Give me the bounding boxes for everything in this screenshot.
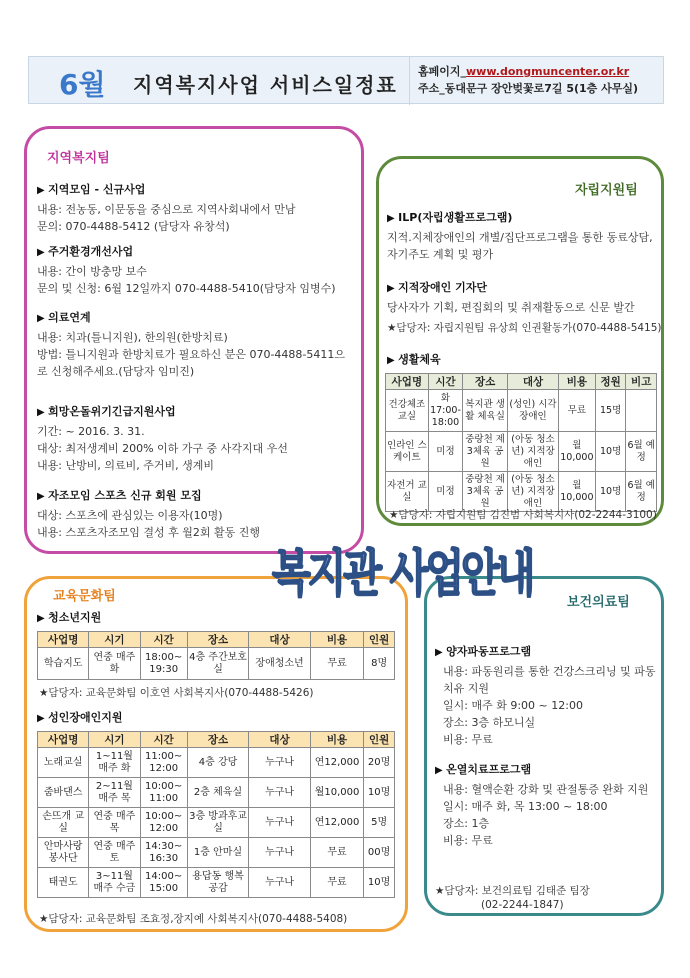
table-cell: 10명 bbox=[595, 472, 626, 512]
table-cell: 4층 주간보호실 bbox=[187, 648, 249, 680]
table-cell: 학습지도 bbox=[38, 648, 89, 680]
table-row bbox=[386, 472, 657, 512]
table-cell: 10명 bbox=[595, 432, 626, 472]
table-cell: 누구나 bbox=[249, 808, 311, 838]
table-cell: 1~11월 매주 화 bbox=[89, 748, 140, 778]
youth-section bbox=[37, 609, 101, 629]
reporter-section bbox=[387, 279, 663, 337]
section-heading: ▶ 청소년지원 bbox=[37, 609, 101, 627]
table-header: 비용 bbox=[310, 632, 363, 648]
table-row bbox=[386, 390, 657, 432]
section-heading: ▶ 지역모임 - 신규사업 bbox=[37, 181, 352, 199]
health-section bbox=[435, 761, 659, 849]
table-cell: 8명 bbox=[364, 648, 395, 680]
table-header: 사업명 bbox=[38, 732, 89, 748]
table-cell: 줌바댄스 bbox=[38, 778, 89, 808]
table-row bbox=[38, 648, 395, 680]
table-header: 시간 bbox=[428, 374, 462, 390]
table-cell: 10:00~ 12:00 bbox=[140, 808, 187, 838]
table-cell: 손뜨개 교실 bbox=[38, 808, 89, 838]
homepage-label: 홈페이지_ bbox=[418, 65, 467, 78]
table-cell: 미정 bbox=[428, 472, 462, 512]
table-cell: 화 17:00-18:00 bbox=[428, 390, 462, 432]
section-line: 비용: 무료 bbox=[443, 733, 493, 746]
table-cell: 20명 bbox=[364, 748, 395, 778]
table-cell: 14:00~ 15:00 bbox=[140, 868, 187, 898]
page-header bbox=[28, 56, 664, 104]
welfare-team-title: 지역복지팀 bbox=[47, 151, 110, 166]
table-header: 대상 bbox=[249, 632, 311, 648]
section-line: 일시: 매주 화, 목 13:00 ~ 18:00 bbox=[443, 800, 608, 813]
table-cell: 6월 예정 bbox=[626, 432, 657, 472]
table-row bbox=[38, 868, 395, 898]
table-cell: 복지관 생활 체육실 bbox=[463, 390, 508, 432]
table-cell: 용답동 행복공감 bbox=[187, 868, 249, 898]
sports-section bbox=[387, 351, 663, 371]
table-cell: 10:00~ 11:00 bbox=[140, 778, 187, 808]
table-header: 시간 bbox=[140, 732, 187, 748]
section-line: 방법: 틀니지원과 한방치료가 필요하신 분은 070-4488-5411으로 신청해주세요.(담당자 임미진) bbox=[37, 348, 346, 378]
table-cell: 월10,000 bbox=[310, 778, 363, 808]
table-header: 장소 bbox=[463, 374, 508, 390]
table-header: 시기 bbox=[89, 632, 140, 648]
section-line: 기간: ~ 2016. 3. 31. bbox=[37, 425, 145, 438]
table-cell: 2~11월 매주 목 bbox=[89, 778, 140, 808]
section-heading: ▶ ILP(자립생활프로그램) bbox=[387, 209, 657, 227]
table-cell: 1층 안마실 bbox=[187, 838, 249, 868]
table-cell: 무료 bbox=[310, 868, 363, 898]
table-row bbox=[38, 778, 395, 808]
contact-info bbox=[409, 57, 665, 105]
table-header: 사업명 bbox=[38, 632, 89, 648]
table-cell: 2층 체육실 bbox=[187, 778, 249, 808]
address: 주소_동대문구 장안벚꽃로7길 5(1층 사무실) bbox=[418, 82, 639, 95]
homepage-link[interactable]: www.dongmuncenter.or.kr bbox=[466, 65, 630, 78]
welfare-section bbox=[37, 309, 352, 380]
table-row bbox=[38, 748, 395, 778]
section-line: 장소: 1층 bbox=[443, 817, 490, 830]
section-line: 장소: 3층 하모니실 bbox=[443, 716, 536, 729]
section-line: 내용: 난방비, 의료비, 주거비, 생계비 bbox=[37, 459, 214, 472]
table-cell: (성인) 시각장애인 bbox=[508, 390, 559, 432]
table-cell: 3층 방과후교실 bbox=[187, 808, 249, 838]
table-cell: (아동 청소년) 지적장애인 bbox=[508, 432, 559, 472]
section-heading: ▶ 온열치료프로그램 bbox=[435, 761, 659, 779]
section-line: 비용: 무료 bbox=[443, 834, 493, 847]
table-cell: 누구나 bbox=[249, 748, 311, 778]
table-cell: 15명 bbox=[595, 390, 626, 432]
table-header: 비용 bbox=[558, 374, 595, 390]
table-header: 장소 bbox=[187, 732, 249, 748]
table-cell: 연12,000 bbox=[310, 808, 363, 838]
table-header: 대상 bbox=[249, 732, 311, 748]
table-cell: 누구나 bbox=[249, 778, 311, 808]
section-heading: ▶ 양자파동프로그램 bbox=[435, 643, 659, 661]
contact-note: ★담당자: 교육문화팀 이호연 사회복지사(070-4488-5426) bbox=[39, 687, 314, 699]
welfare-team-box bbox=[24, 126, 364, 554]
table-cell: 연중 매주 목 bbox=[89, 808, 140, 838]
self-team-title: 자립지원팀 bbox=[575, 183, 638, 198]
table-header: 인원 bbox=[364, 632, 395, 648]
section-line: 지적.지체장애인의 개별/집단프로그램을 통한 동료상담, 자기주도 계획 및 평가 bbox=[387, 231, 653, 261]
table-cell: 00명 bbox=[364, 838, 395, 868]
section-heading: ▶ 성인장애인지원 bbox=[37, 709, 123, 727]
section-heading: ▶ 주거환경개선사업 bbox=[37, 243, 352, 261]
table-cell bbox=[626, 390, 657, 432]
health-team-box bbox=[424, 576, 664, 916]
education-team-box bbox=[24, 576, 408, 932]
ilp-section bbox=[387, 209, 657, 263]
page-title: 지역복지사업 서비스일정표 bbox=[133, 73, 398, 97]
section-heading: ▶ 희망온돌위기긴급지원사업 bbox=[37, 403, 352, 421]
table-cell: 자전거 교실 bbox=[386, 472, 429, 512]
table-cell: 14:30~ 16:30 bbox=[140, 838, 187, 868]
edu-team-title: 교육문화팀 bbox=[49, 585, 120, 604]
welfare-section bbox=[37, 181, 352, 235]
table-header: 대상 bbox=[508, 374, 559, 390]
table-cell: 5명 bbox=[364, 808, 395, 838]
table-cell: 6월 예정 bbox=[626, 472, 657, 512]
table-cell: 11:00~ 12:00 bbox=[140, 748, 187, 778]
table-header: 인원 bbox=[364, 732, 395, 748]
table-cell: 건강체조 교실 bbox=[386, 390, 429, 432]
table-cell: 3~11월 매주 수금 bbox=[89, 868, 140, 898]
table-cell: 4층 강당 bbox=[187, 748, 249, 778]
table-header: 장소 bbox=[187, 632, 249, 648]
watermark-banner: 복지관 사업안내 bbox=[272, 545, 533, 603]
table-cell: 10명 bbox=[364, 778, 395, 808]
section-line: 문의: 070-4488-5412 (담당자 유창석) bbox=[37, 220, 230, 233]
table-cell: 중랑천 제3체육 공원 bbox=[463, 432, 508, 472]
table-cell: 무료 bbox=[310, 838, 363, 868]
table-row bbox=[386, 432, 657, 472]
table-cell: 월 10,000 bbox=[558, 432, 595, 472]
table-cell: 인라인 스케이트 bbox=[386, 432, 429, 472]
table-cell: 미정 bbox=[428, 432, 462, 472]
table-cell: 중랑천 제3체육 공원 bbox=[463, 472, 508, 512]
table-cell: 무료 bbox=[310, 648, 363, 680]
section-line: 대상: 스포츠에 관심있는 이용자(10명) bbox=[37, 509, 223, 522]
section-heading: ▶ 지적장애인 기자단 bbox=[387, 279, 663, 297]
table-cell: 누구나 bbox=[249, 838, 311, 868]
section-line: 일시: 매주 화 9:00 ~ 12:00 bbox=[443, 699, 583, 712]
section-heading: ▶ 생활체육 bbox=[387, 351, 663, 369]
table-row bbox=[38, 808, 395, 838]
table-cell: 10명 bbox=[364, 868, 395, 898]
welfare-section bbox=[37, 243, 352, 297]
table-cell: 무료 bbox=[558, 390, 595, 432]
table-header: 사업명 bbox=[386, 374, 429, 390]
section-line: 당사자가 기획, 편집회의 및 취재활동으로 신문 발간 bbox=[387, 301, 635, 314]
table-cell: 연중 매주 화 bbox=[89, 648, 140, 680]
welfare-section bbox=[37, 403, 352, 474]
welfare-section bbox=[37, 487, 352, 541]
section-line: 내용: 파동원리를 통한 건강스크리닝 및 파동치유 지원 bbox=[443, 665, 656, 695]
section-line: 내용: 혈액순환 강화 및 관절통증 완화 지원 bbox=[443, 783, 649, 796]
adult-table bbox=[37, 731, 395, 898]
section-line: 내용: 스포츠자조모임 결성 후 월2회 활동 진행 bbox=[37, 526, 260, 539]
contact-note: ★담당자: 자립지원팀 김진범 사회복지사(02-2244-3100) bbox=[389, 509, 657, 521]
section-line: 문의 및 신청: 6월 12일까지 070-4488-5410(담당자 임병수) bbox=[37, 282, 336, 295]
adult-section bbox=[37, 709, 123, 729]
table-cell: 18:00~ 19:30 bbox=[140, 648, 187, 680]
self-reliance-team-box bbox=[376, 156, 664, 526]
contact-note-phone: (02-2244-1847) bbox=[481, 899, 564, 911]
section-heading: ▶ 자조모임 스포츠 신규 회원 모집 bbox=[37, 487, 352, 505]
table-cell: 안마사랑 봉사단 bbox=[38, 838, 89, 868]
table-header: 정원 bbox=[595, 374, 626, 390]
youth-table bbox=[37, 631, 395, 680]
sports-table bbox=[385, 373, 657, 512]
header-month: 6월 bbox=[59, 68, 106, 101]
table-row bbox=[38, 838, 395, 868]
contact-note: ★담당자: 보건의료팀 김태준 팀장 bbox=[435, 885, 590, 897]
contact-note: ★담당자: 교육문화팀 조효정,장지예 사회복지사(070-4488-5408) bbox=[39, 913, 348, 925]
health-section bbox=[435, 643, 659, 748]
table-header: 시기 bbox=[89, 732, 140, 748]
table-cell: 연중 매주 토 bbox=[89, 838, 140, 868]
table-header: 비용 bbox=[310, 732, 363, 748]
table-cell: 노래교실 bbox=[38, 748, 89, 778]
table-header: 시간 bbox=[140, 632, 187, 648]
table-cell: 태권도 bbox=[38, 868, 89, 898]
section-line: 내용: 치과(틀니지원), 한의원(한방치료) bbox=[37, 331, 228, 344]
contact-note: ★담당자: 자립지원팀 유상희 인권활동가(070-4488-5415) bbox=[387, 322, 662, 334]
health-team-title: 보건의료팀 bbox=[567, 595, 630, 610]
table-cell: 연12,000 bbox=[310, 748, 363, 778]
table-header: 비고 bbox=[626, 374, 657, 390]
section-heading: ▶ 의료연계 bbox=[37, 309, 352, 327]
section-line: 내용: 전농동, 이문동을 중심으로 지역사회내에서 만남 bbox=[37, 203, 296, 216]
section-line: 대상: 최저생계비 200% 이하 가구 중 사각지대 우선 bbox=[37, 442, 288, 455]
table-cell: 누구나 bbox=[249, 868, 311, 898]
table-cell: (아동 청소년) 지적장애인 bbox=[508, 472, 559, 512]
section-line: 내용: 간이 방충망 보수 bbox=[37, 265, 147, 278]
table-cell: 장애청소년 bbox=[249, 648, 311, 680]
table-cell: 월 10,000 bbox=[558, 472, 595, 512]
